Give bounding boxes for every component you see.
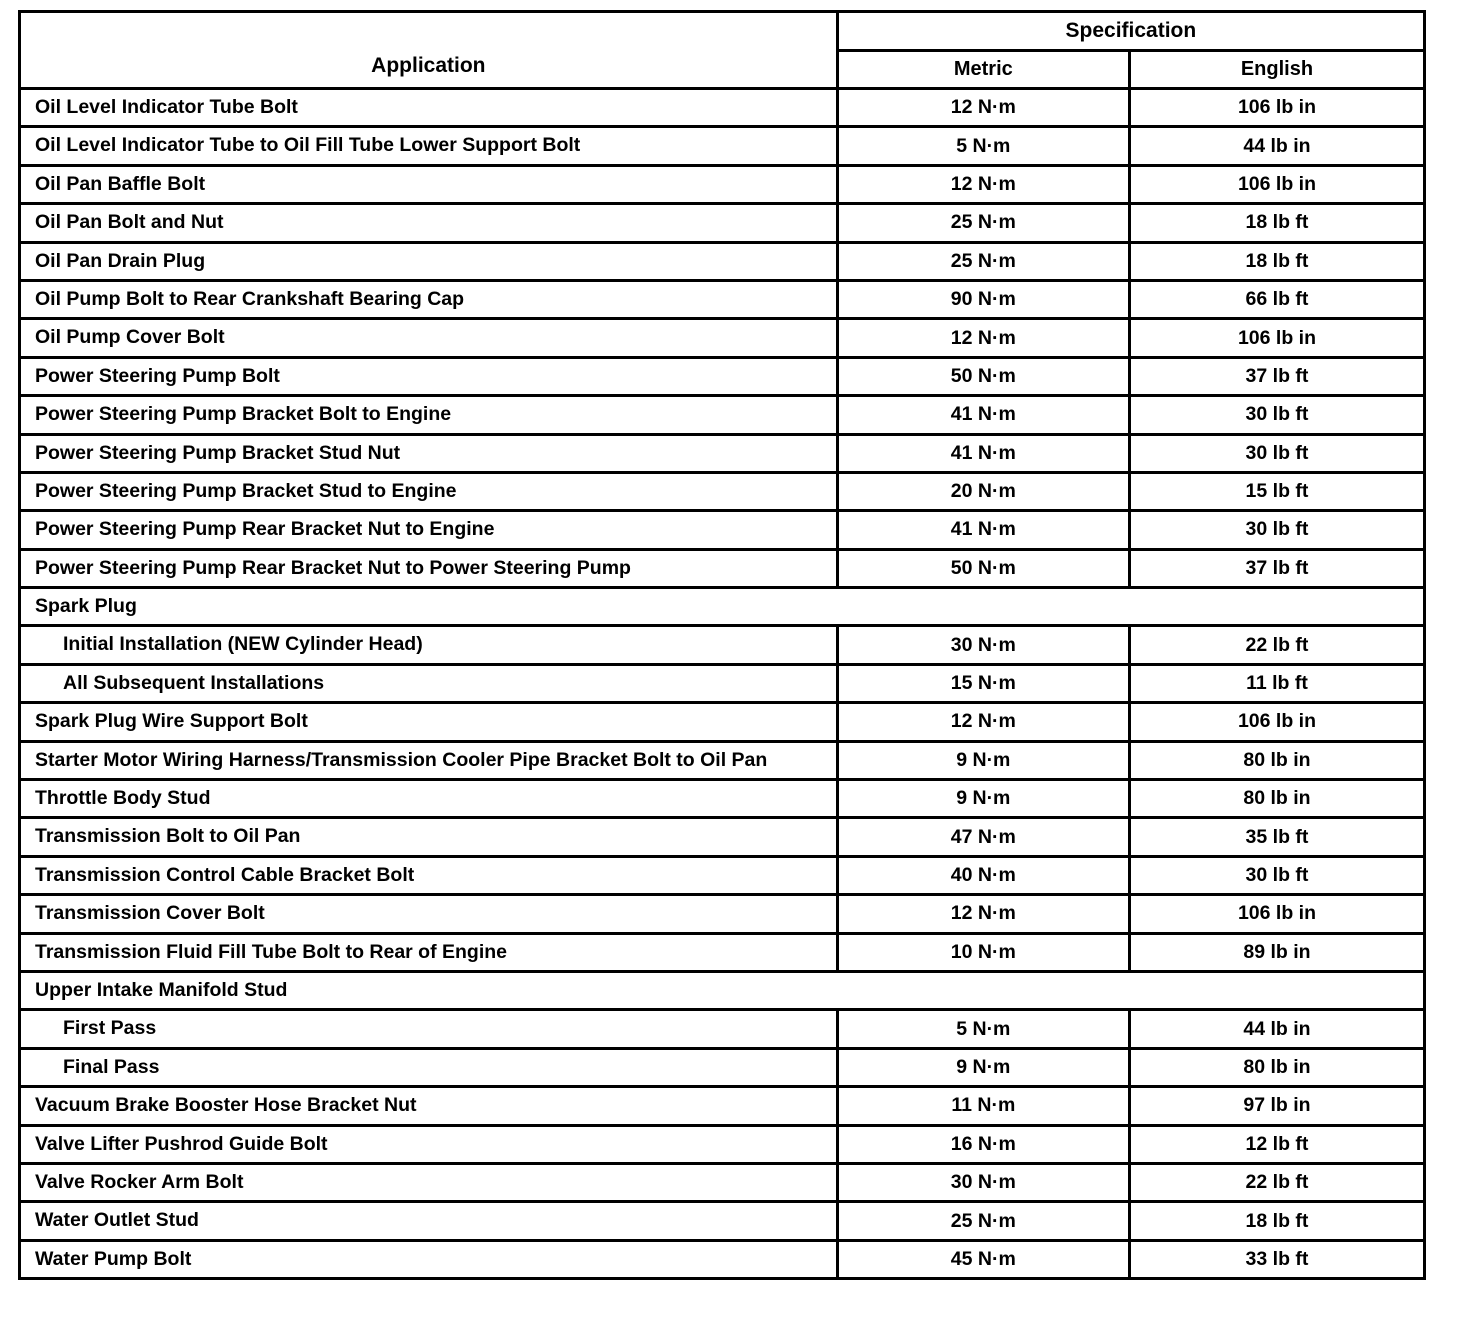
table-row: [20, 1010, 1425, 1048]
english-cell: 15 lb ft: [1129, 472, 1424, 510]
english-cell: 37 lb ft: [1129, 357, 1424, 395]
specification-header: Specification: [837, 12, 1424, 51]
application-cell: All Subsequent Installations: [20, 664, 838, 702]
english-cell: 30 lb ft: [1129, 856, 1424, 894]
table-row: [20, 1048, 1425, 1086]
table-row: [20, 396, 1425, 434]
application-cell: Starter Motor Wiring Harness/Transmission Cooler Pipe Bracket Bolt to Oil Pan: [20, 741, 838, 779]
metric-cell: 47 N·m: [837, 818, 1129, 856]
english-cell: 11 lb ft: [1129, 664, 1424, 702]
english-cell: 97 lb in: [1129, 1087, 1424, 1125]
application-cell: Transmission Fluid Fill Tube Bolt to Rear of Engine: [20, 933, 838, 971]
table-row: [20, 664, 1425, 702]
application-cell: Transmission Cover Bolt: [20, 895, 838, 933]
section-row: [20, 588, 1425, 626]
application-cell: Transmission Bolt to Oil Pan: [20, 818, 838, 856]
table-row: [20, 1240, 1425, 1278]
english-cell: 22 lb ft: [1129, 626, 1424, 664]
application-cell: Water Outlet Stud: [20, 1202, 838, 1240]
section-label: Spark Plug: [20, 588, 1425, 626]
table-row: [20, 703, 1425, 741]
metric-cell: 12 N·m: [837, 319, 1129, 357]
table-row: [20, 818, 1425, 856]
table-row: [20, 434, 1425, 472]
application-cell: Oil Pump Cover Bolt: [20, 319, 838, 357]
spec-table-body: [20, 89, 1425, 1279]
application-cell: Oil Level Indicator Tube Bolt: [20, 89, 838, 127]
metric-cell: 9 N·m: [837, 741, 1129, 779]
table-row: [20, 472, 1425, 510]
application-cell: Power Steering Pump Bracket Stud to Engine: [20, 472, 838, 510]
section-row: [20, 971, 1425, 1009]
english-cell: 80 lb in: [1129, 1048, 1424, 1086]
application-cell: Power Steering Pump Rear Bracket Nut to Engine: [20, 511, 838, 549]
torque-spec-table: [18, 10, 1426, 1280]
table-row: [20, 204, 1425, 242]
table-row: [20, 357, 1425, 395]
metric-cell: 45 N·m: [837, 1240, 1129, 1278]
metric-cell: 9 N·m: [837, 780, 1129, 818]
metric-cell: 5 N·m: [837, 127, 1129, 165]
application-cell: Power Steering Pump Bracket Bolt to Engine: [20, 396, 838, 434]
metric-cell: 12 N·m: [837, 89, 1129, 127]
table-row: [20, 780, 1425, 818]
metric-cell: 30 N·m: [837, 1163, 1129, 1201]
english-cell: 106 lb in: [1129, 319, 1424, 357]
table-row: [20, 89, 1425, 127]
metric-cell: 25 N·m: [837, 242, 1129, 280]
metric-cell: 20 N·m: [837, 472, 1129, 510]
english-cell: 22 lb ft: [1129, 1163, 1424, 1201]
table-row: [20, 895, 1425, 933]
table-row: [20, 319, 1425, 357]
metric-cell: 40 N·m: [837, 856, 1129, 894]
application-cell: Power Steering Pump Bolt: [20, 357, 838, 395]
table-row: [20, 856, 1425, 894]
metric-cell: 16 N·m: [837, 1125, 1129, 1163]
english-cell: 18 lb ft: [1129, 242, 1424, 280]
metric-cell: 15 N·m: [837, 664, 1129, 702]
english-cell: 30 lb ft: [1129, 396, 1424, 434]
english-header: English: [1129, 51, 1424, 89]
table-row: [20, 741, 1425, 779]
english-cell: 106 lb in: [1129, 89, 1424, 127]
application-header: Application: [20, 12, 838, 89]
english-cell: 33 lb ft: [1129, 1240, 1424, 1278]
section-label: Upper Intake Manifold Stud: [20, 971, 1425, 1009]
application-cell: Valve Rocker Arm Bolt: [20, 1163, 838, 1201]
application-cell: Oil Pump Bolt to Rear Crankshaft Bearing Cap: [20, 280, 838, 318]
table-row: [20, 280, 1425, 318]
application-cell: Transmission Control Cable Bracket Bolt: [20, 856, 838, 894]
metric-cell: 12 N·m: [837, 895, 1129, 933]
metric-cell: 12 N·m: [837, 703, 1129, 741]
application-cell: Water Pump Bolt: [20, 1240, 838, 1278]
table-row: [20, 1163, 1425, 1201]
application-cell: Oil Pan Baffle Bolt: [20, 165, 838, 203]
metric-cell: 41 N·m: [837, 511, 1129, 549]
metric-cell: 25 N·m: [837, 204, 1129, 242]
table-row: [20, 127, 1425, 165]
english-cell: 12 lb ft: [1129, 1125, 1424, 1163]
application-cell: First Pass: [20, 1010, 838, 1048]
metric-cell: 41 N·m: [837, 434, 1129, 472]
english-cell: 106 lb in: [1129, 165, 1424, 203]
english-cell: 35 lb ft: [1129, 818, 1424, 856]
english-cell: 106 lb in: [1129, 895, 1424, 933]
metric-cell: 12 N·m: [837, 165, 1129, 203]
table-row: [20, 1202, 1425, 1240]
table-row: [20, 1125, 1425, 1163]
application-cell: Oil Pan Bolt and Nut: [20, 204, 838, 242]
application-cell: Spark Plug Wire Support Bolt: [20, 703, 838, 741]
table-row: [20, 933, 1425, 971]
english-cell: 30 lb ft: [1129, 511, 1424, 549]
table-row: [20, 626, 1425, 664]
application-cell: Initial Installation (NEW Cylinder Head): [20, 626, 838, 664]
metric-cell: 50 N·m: [837, 549, 1129, 587]
application-cell: Final Pass: [20, 1048, 838, 1086]
table-row: [20, 165, 1425, 203]
metric-cell: 50 N·m: [837, 357, 1129, 395]
application-cell: Oil Level Indicator Tube to Oil Fill Tube Lower Support Bolt: [20, 127, 838, 165]
table-row: [20, 1087, 1425, 1125]
table-row: [20, 511, 1425, 549]
metric-header: Metric: [837, 51, 1129, 89]
english-cell: 66 lb ft: [1129, 280, 1424, 318]
metric-cell: 9 N·m: [837, 1048, 1129, 1086]
english-cell: 37 lb ft: [1129, 549, 1424, 587]
metric-cell: 25 N·m: [837, 1202, 1129, 1240]
metric-cell: 10 N·m: [837, 933, 1129, 971]
metric-cell: 41 N·m: [837, 396, 1129, 434]
english-cell: 18 lb ft: [1129, 1202, 1424, 1240]
english-cell: 80 lb in: [1129, 741, 1424, 779]
application-cell: Valve Lifter Pushrod Guide Bolt: [20, 1125, 838, 1163]
english-cell: 44 lb in: [1129, 1010, 1424, 1048]
metric-cell: 5 N·m: [837, 1010, 1129, 1048]
application-cell: Power Steering Pump Bracket Stud Nut: [20, 434, 838, 472]
application-cell: Oil Pan Drain Plug: [20, 242, 838, 280]
application-cell: Throttle Body Stud: [20, 780, 838, 818]
english-cell: 106 lb in: [1129, 703, 1424, 741]
english-cell: 18 lb ft: [1129, 204, 1424, 242]
table-row: [20, 242, 1425, 280]
application-cell: Vacuum Brake Booster Hose Bracket Nut: [20, 1087, 838, 1125]
application-cell: Power Steering Pump Rear Bracket Nut to Power Steering Pump: [20, 549, 838, 587]
english-cell: 44 lb in: [1129, 127, 1424, 165]
english-cell: 30 lb ft: [1129, 434, 1424, 472]
metric-cell: 30 N·m: [837, 626, 1129, 664]
table-row: [20, 549, 1425, 587]
metric-cell: 11 N·m: [837, 1087, 1129, 1125]
english-cell: 80 lb in: [1129, 780, 1424, 818]
header-row-top: [20, 12, 1425, 51]
metric-cell: 90 N·m: [837, 280, 1129, 318]
english-cell: 89 lb in: [1129, 933, 1424, 971]
